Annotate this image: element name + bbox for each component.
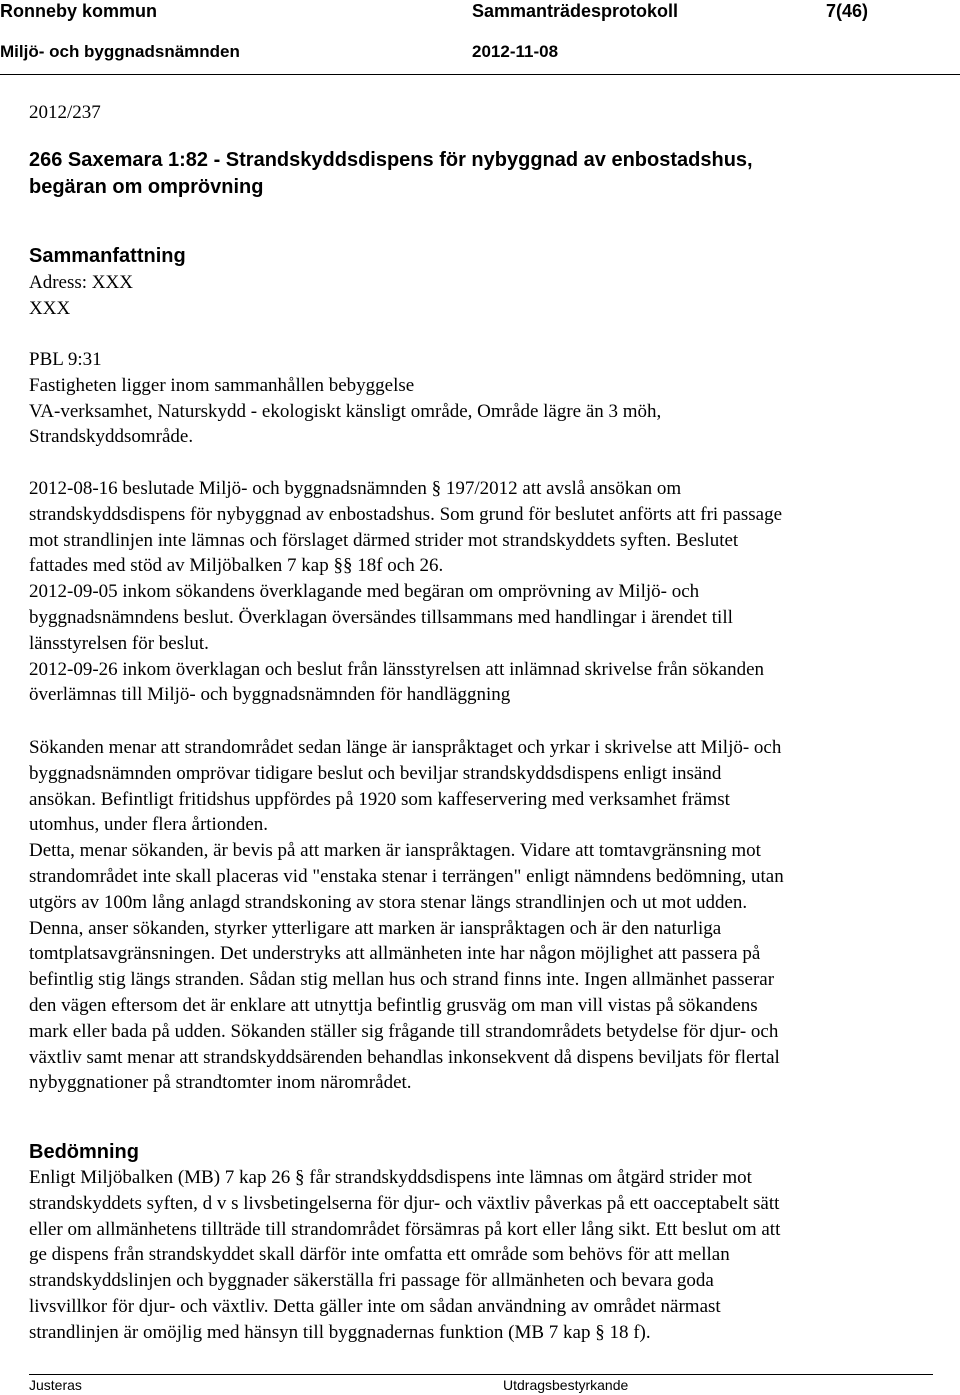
applicant-line: befintlig stig längs stranden. Sådan stig mellan hus och strand finns inte. Ingen allmänhet passerar [29,969,775,991]
applicant-line: nybyggnationer på strandtomter inom närområdet. [29,1072,412,1094]
applicant-line: Denna, anser sökanden, styrker ytterligare att marken är ianspråktagen och är den naturliga [29,917,722,939]
header-divider [0,74,960,75]
applicant-line: tomtplatsavgränsningen. Det understryks att allmänheten inte har någon möjlighet att passera på [29,943,761,965]
applicant-line: den vägen eftersom det är enklare att utnyttja befintlig grusväg om man vill vistas på sökandens [29,994,758,1016]
summary-heading: Sammanfattning [29,245,186,267]
meeting-date: 2012-11-08 [472,42,559,61]
case-number: 2012/237 [29,102,101,123]
history-line: 2012-09-26 inkom överklagan och beslut från länsstyrelsen att inlämnad skrivelse från sökanden [29,658,764,680]
address-block [29,270,929,322]
page-number: 7(46) [826,1,869,21]
applicant-line: växtliv samt menar att strandskyddsärenden behandlas inkonsekvent då dispens beviljats för flertal [29,1046,780,1068]
document-type: Sammanträdesprotokoll [472,1,679,21]
address-line: XXX [29,297,71,319]
footer-certification-label: Utdragsbestyrkande [503,1377,629,1393]
footer-approval-label: Justeras [29,1377,82,1393]
assessment-heading: Bedömning [29,1141,139,1163]
history-line: 2012-09-05 inkom sökandens överklagande med begäran om omprövning av Miljö- och [29,581,700,603]
assessment-text [29,1165,929,1346]
assessment-line: Enligt Miljöbalken (MB) 7 kap 26 § får strandskyddsdispens inte lämnas om åtgärd strider mot [29,1167,752,1188]
applicant-line: byggnadsnämnden omprövar tidigare beslut och beviljar strandskyddsdispens enligt insänd [29,762,722,784]
facts-line: VA-verksamhet, Naturskydd - ekologiskt känsligt område, Område lägre än 3 möh, [29,400,662,422]
history-line: länsstyrelsen för beslut. [29,632,209,654]
history-block [29,476,929,708]
history-line: 2012-08-16 beslutade Miljö- och byggnadsnämnden § 197/2012 att avslå ansökan om [29,478,682,499]
assessment-line: ge dispens från strandskyddet skall därför inte omfatta ett område som behövs för att mellan [29,1244,730,1266]
history-line: överlämnas till Miljö- och byggnadsnämnden för handläggning [29,684,511,706]
applicant-line: Sökanden menar att strandområdet sedan länge är ianspråktaget och yrkar i skrivelse att Miljö- och [29,737,782,758]
applicant-line: utomhus, under flera årtionden. [29,814,269,836]
applicant-line: ansökan. Befintligt fritidshus uppfördes på 1920 som kaffeservering med verksamhet främst [29,788,730,810]
facts-block [29,347,929,450]
applicant-line: strandområdet inte skall placeras vid "enstaka stenar i terrängen" enligt nämndens bedömning, utan [29,865,784,887]
history-line: fattades med stöd av Miljöbalken 7 kap §§ 18f och 26. [29,555,444,577]
committee-name: Miljö- och byggnadsnämnden [0,42,240,61]
facts-line: Strandskyddsområde. [29,426,194,448]
assessment-line: eller om allmänhetens tillträde till strandområdet försämras på kort eller lång sikt. Ett beslut om att [29,1218,781,1240]
footer-divider [29,1374,933,1375]
applicant-line: mark eller bada på udden. Sökanden ställer sig frågande till strandområdets betydelse för djur- och [29,1020,779,1042]
case-title-line-2: begäran om omprövning [29,176,264,198]
assessment-line: strandskyddets syften, d v s livsbetingelserna för djur- och växtliv påverkas på ett oacceptabelt sätt [29,1192,780,1214]
case-title [29,147,753,201]
assessment-line: livsvillkor för djur- och växtliv. Detta gäller inte om sådan användning av området närmast [29,1295,721,1317]
applicant-statement [29,735,929,1096]
applicant-line: utgörs av 100m lång anlagd strandskoning av stora stenar längs strandlinjen och ut mot udden. [29,891,748,913]
municipality: Ronneby kommun [0,1,158,21]
applicant-line: Detta, menar sökanden, är bevis på att marken är ianspråktagen. Vidare att tomtavgränsning mot [29,840,761,862]
history-line: byggnadsnämndens beslut. Överklagan översändes tillsammans med handlingar i ärendet till [29,606,733,628]
case-title-line-1: 266 Saxemara 1:82 - Strandskyddsdispens för nybyggnad av enbostadshus, [29,149,753,171]
facts-line: PBL 9:31 [29,349,102,370]
assessment-line: strandskyddslinjen och byggnader säkerställa fri passage för allmänheten och bevara goda [29,1270,714,1292]
facts-line: Fastigheten ligger inom sammanhållen bebyggelse [29,374,415,396]
assessment-line: strandlinjen är omöjlig med hänsyn till byggnadernas funktion (MB 7 kap § 18 f). [29,1321,651,1343]
history-line: mot strandlinjen inte lämnas och förslaget därmed strider mot strandskyddets syften. Beslutet [29,529,739,551]
history-line: strandskyddsdispens för nybyggnad av enbostadshus. Som grund för beslutet anförts att fri passage [29,503,783,525]
address-line: Adress: XXX [29,272,133,293]
